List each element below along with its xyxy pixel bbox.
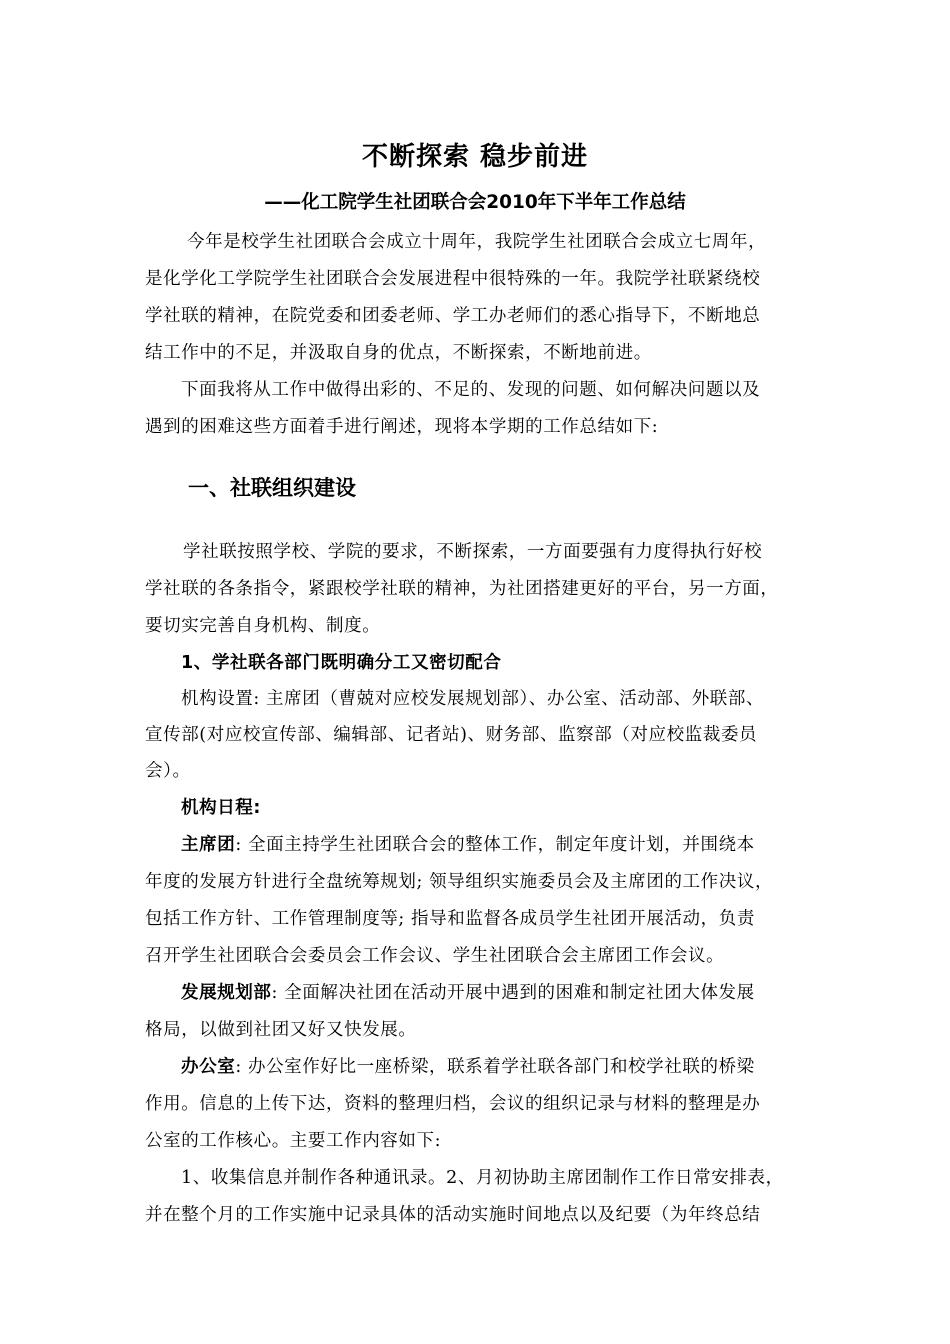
section-para-line-3: 要切实完善自身机构、制度。 [145,616,381,636]
intro-line-2: 是化学化工学院学生社团联合会发展进程中很特殊的一年。我院学社联紧绕校 [145,269,761,289]
intro-line-4: 结工作中的不足，并汲取自身的优点，不断探索，不断地前进。 [145,343,652,363]
structure-line-2: 宣传部(对应校宣传部、编辑部、记者站)、财务部、监察部（对应校监裁委员 [145,725,758,745]
page-subtitle: ——化工院学生社团联合会2010年下半年工作总结 [264,192,686,213]
office-line-2: 作用。信息的上传下达，资料的整理归档，会议的组织记录与材料的整理是办 [145,1094,761,1114]
intro-line-6: 遇到的困难这些方面着手进行阐述，现将本学期的工作总结如下: [145,417,659,437]
page-title: 不断探索 稳步前进 [361,142,589,172]
section-heading: 一、社联组织建设 [188,476,356,500]
intro-line-5: 下面我将从工作中做得出彩的、不足的、发现的问题、如何解决问题以及 [181,380,761,400]
planning-line-1 [181,981,861,1005]
chair-line-1 [181,833,861,857]
section-para-line-1: 学社联按照学校、学院的要求，不断探索，一方面要强有力度得执行好校 [183,542,763,562]
section-para-line-2: 学社联的各条指令，紧跟校学社联的精神，为社团搭建更好的平台，另一方面， [145,579,779,599]
tasks-line-2: 并在整个月的工作实施中记录具体的活动实施时间地点以及纪要（为年终总结 [145,1205,761,1225]
subsection-heading: 1、学社联各部门既明确分工又密切配合 [181,653,502,673]
structure-line-3: 会）。 [145,761,191,781]
schedule-label: 机构日程: [181,798,261,818]
chair-text: : 全面主持学生社团联合会的整体工作，制定年度计划，并围绕本 [235,835,755,855]
office-line-1 [181,1055,861,1079]
chair-line-2: 年度的发展方针进行全盘统筹规划; 领导组织实施委员会及主席团的工作决议， [145,872,774,892]
intro-line-1: 今年是校学生社团联合会成立十周年，我院学生社团联合会成立七周年， [187,232,767,252]
chair-label: 主席团 [181,835,236,855]
chair-line-4: 召开学生社团联合会委员会工作会议、学生社团联合会主席团工作会议。 [145,946,725,966]
office-label: 办公室 [181,1057,236,1077]
tasks-line-1: 1、收集信息并制作各种通讯录。2、月初协助主席团制作工作日常安排表， [181,1168,784,1188]
chair-line-3: 包括工作方针、工作管理制度等; 指导和监督各成员学生社团开展活动，负责 [145,909,755,929]
planning-line-2: 格局，以做到社团又好又快发展。 [145,1020,417,1040]
planning-text: : 全面解决社团在活动开展中遇到的困难和制定社团大体发展 [271,983,755,1003]
planning-label: 发展规划部 [181,983,272,1003]
office-text: : 办公室作好比一座桥梁，联系着学社联各部门和校学社联的桥梁 [235,1057,755,1077]
office-line-3: 公室的工作核心。主要工作内容如下: [145,1131,442,1151]
structure-line-1: 机构设置: 主席团（曹兢对应校发展规划部）、办公室、活动部、外联部、 [181,689,765,709]
intro-line-3: 学社联的精神，在院党委和团委老师、学工办老师们的悉心指导下，不断地总 [145,306,761,326]
